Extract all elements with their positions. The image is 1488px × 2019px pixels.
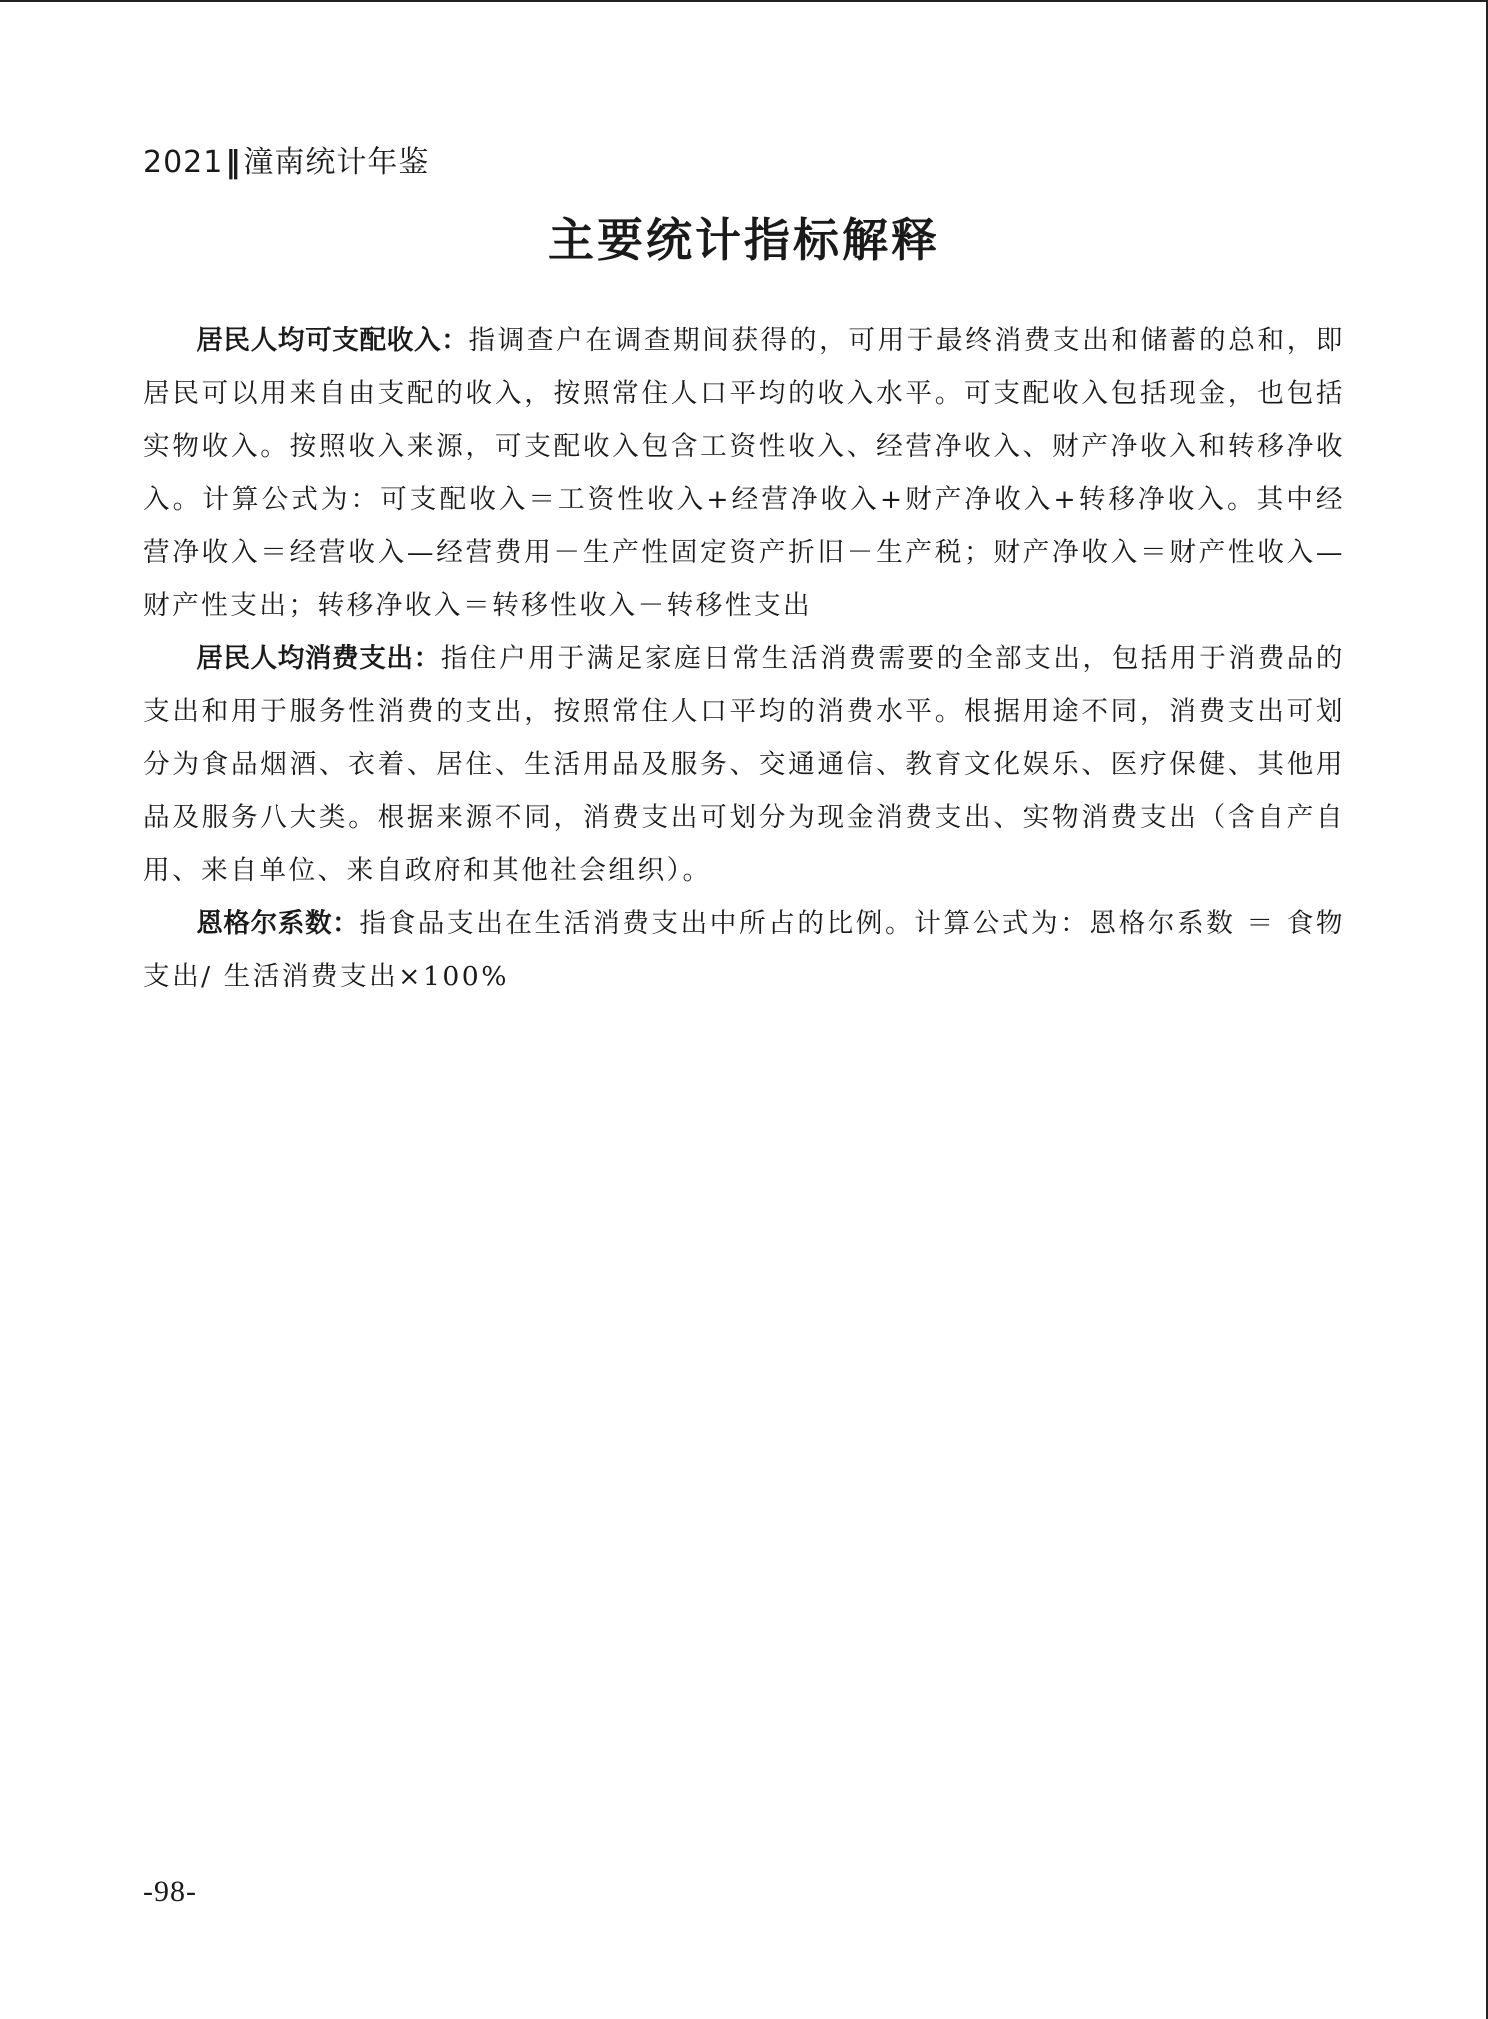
definition-consumption-expenditure (143, 632, 1345, 897)
header-book-title: 潼南统计年鉴 (243, 145, 430, 180)
definition-term: 恩格尔系数： (196, 908, 360, 939)
definition-text: 指住户用于满足家庭日常生活消费需要的全部支出，包括用于消费品的支出和用于服务性消费的支出，按照常住人口平均的消费水平。根据用途不同，消费支出可划分为食品烟酒、衣着、居住、生活用品及服务、交通通信、教育文化娱乐、医疗保健、其他用品及服务八大类。根据来源不同，消费支出可划分为现金消费支出、实物消费支出（含自产自用、来自单位、来自政府和其他社会组织）。 (143, 643, 1346, 886)
definition-term: 居民人均消费支出： (196, 643, 441, 674)
definitions-body (143, 314, 1345, 1003)
page-title: 主要统计指标解释 (548, 213, 940, 267)
definition-engel-coefficient (143, 897, 1345, 1003)
definition-text: 指调查户在调查期间获得的，可用于最终消费支出和储蓄的总和，即居民可以用来自由支配的收入，按照常住人口平均的收入水平。可支配收入包括现金，也包括实物收入。按照收入来源，可支配收入包含工资性收入、经营净收入、财产净收入和转移净收入。计算公式为：可支配收入＝工资性收入+经营净收入+财产净收入+转移净收入。其中经营净收入＝经营收入—经营费用－生产性固定资产折旧－生产税；财产净收入＝财产性收入—财产性支出；转移净收入＝转移性收入－转移性支出 (143, 325, 1346, 621)
definition-disposable-income (143, 314, 1345, 632)
page-top-border (0, 0, 1488, 2)
header-separator: ‖ (225, 145, 242, 180)
page-number: -98- (143, 1875, 197, 1908)
running-header (143, 142, 429, 184)
header-year: 2021 (143, 145, 224, 180)
definition-text: 指食品支出在生活消费支出中所占的比例。计算公式为：恩格尔系数 ＝ 食物支出/ 生活消费支出×100% (143, 908, 1346, 992)
definition-term: 居民人均可支配收入： (196, 325, 469, 356)
